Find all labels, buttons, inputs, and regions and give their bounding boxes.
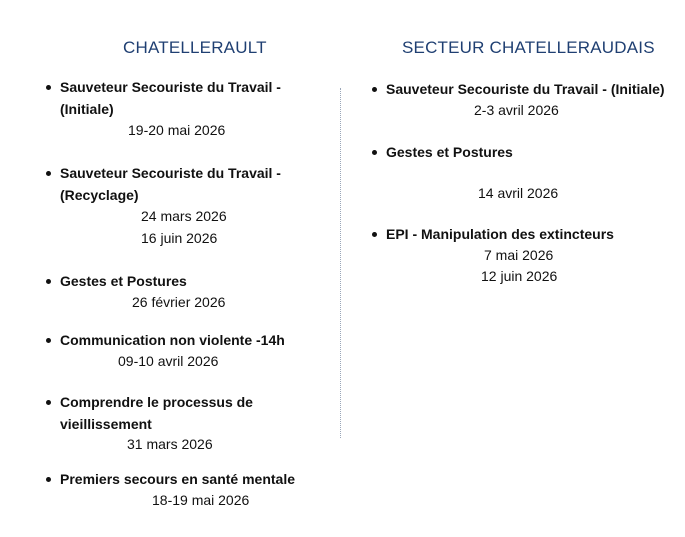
list-item [60,468,320,490]
course-name: Comprendre le processus de vieillissement [60,391,280,435]
course-name: Communication non violente -14h [60,329,320,351]
course-name: Premiers secours en santé mentale [60,468,320,490]
course-date: 24 mars 2026 [141,208,227,224]
course-date: 14 avril 2026 [478,185,559,201]
right-column-title: SECTEUR CHATELLERAUDAIS [402,38,655,57]
course-date: 19-20 mai 2026 [128,122,226,138]
course-name: Sauveteur Secouriste du Travail - (Recyclage) [60,162,310,206]
list-item [386,78,681,100]
course-date: 12 juin 2026 [481,268,558,284]
course-date: 26 février 2026 [132,294,226,310]
list-item [60,329,320,351]
list-item [60,162,310,206]
list-item [386,223,666,245]
course-date: 18-19 mai 2026 [152,492,250,508]
course-name: Sauveteur Secouriste du Travail - (Initiale) [60,76,310,120]
list-item [60,270,310,292]
course-date: 09-10 avril 2026 [118,353,219,369]
left-column-title: CHATELLERAULT [123,38,267,57]
list-item [60,391,280,435]
list-item [386,141,666,163]
course-date: 16 juin 2026 [141,230,218,246]
course-name: Sauveteur Secouriste du Travail - (Initiale) [386,78,681,100]
course-date: 31 mars 2026 [127,436,213,452]
course-date: 2-3 avril 2026 [474,102,559,118]
course-name: EPI - Manipulation des extincteurs [386,223,666,245]
list-item [60,76,310,120]
column-divider [340,88,341,438]
course-name: Gestes et Postures [60,270,310,292]
course-name: Gestes et Postures [386,141,666,163]
course-date: 7 mai 2026 [484,247,554,263]
